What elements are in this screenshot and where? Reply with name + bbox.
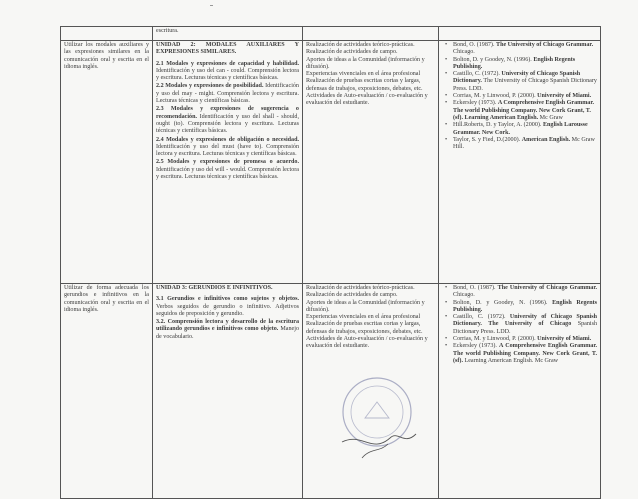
reference-title: The University of Chicago Grammar. (497, 285, 597, 291)
activity-item: Aportes de ideas a la Comunidad (información y difusión). (306, 56, 425, 70)
reference-author: Corrias, M. y Linwood, P. (2000). (453, 336, 538, 343)
topic-item (156, 159, 299, 181)
topic-text: Identificación y uso del shall - should, ought (to). Comprensión lectora y escritura. Lecturas técnicas y científicas básicas. (156, 113, 300, 135)
topic-text: Identificación y uso del can - could. Comprensión lectora y escritura. Lecturas técnicas y científicas básicas. (156, 67, 299, 82)
topic-number: 3.2. (156, 319, 166, 326)
reference-publisher: Learning American English. Mc Graw (462, 357, 559, 364)
activity-item: Realización de pruebas escritas cortas y largas, defensas de trabajos, exposiciones, debates, etc. (306, 321, 423, 335)
empty-cell (303, 27, 439, 41)
content-cell (153, 41, 303, 284)
reference-title: English Regents Publishing. (453, 299, 597, 313)
topic-number: 2.5 (156, 159, 164, 166)
reference-title: American English. (521, 136, 571, 143)
topic-number: 2.1 (156, 60, 164, 67)
references-cell (439, 41, 601, 284)
continuation-cell: escritura. (153, 27, 303, 41)
topic-item (156, 106, 299, 135)
reference-title: University of Chicago Spanish Dictionary. (453, 71, 581, 85)
reference-title: A Comprehensive English Grammar. The world Publishing Company. New Cork Grant, T. (sf). (453, 343, 597, 364)
reference-item (453, 314, 597, 336)
reference-item (453, 71, 597, 93)
topic-title: Modales y expresiones de posibilidad. (165, 83, 264, 90)
topic-title: Comprensión lectora y desarrollo de la escritura utilizando gerundios e infinitivos como objeto. (156, 319, 299, 333)
topic-item (156, 61, 299, 83)
topic-number: 2.3 (156, 106, 164, 113)
reference-publisher: Chicago. (453, 49, 475, 56)
topic-title: Gerundios e infinitivos como sujetos y objetos. (167, 296, 299, 303)
reference-author: Taylor, S. y Fied, D.(2000). (453, 136, 522, 143)
topic-text: Identificación y uso del must (have to). Comprensión lectora y escritura. Lecturas técnicas y científicas básicas. (156, 143, 299, 158)
reference-title: English Larousse Grammar. New Cork. (453, 122, 588, 136)
seal-stamp (332, 372, 422, 462)
topic-item (156, 296, 299, 318)
reference-author: Castillo, C. (1972). (453, 314, 510, 321)
reference-publisher: Chicago. (453, 292, 475, 299)
competence-cell: Utilizar de forma adecuada los gerundios e infinitivos en la comunicación oral y escrita en el idioma inglés. (61, 284, 153, 499)
empty-cell (61, 27, 153, 41)
activity-item: Actividades de Auto-evaluación / co-evaluación y evaluación del estudiante. (306, 93, 428, 107)
reference-title: University of Miami. (537, 93, 592, 100)
content-cell (153, 284, 303, 499)
reference-item (453, 343, 597, 365)
empty-cell (439, 27, 601, 41)
activity-item: Experiencias vivenciales en el área profesional (306, 314, 421, 321)
activity-list (306, 285, 435, 351)
reference-author: Bolton, D. y Goodey, N. (1996). (453, 299, 553, 306)
topic-number: 2.2 (156, 83, 164, 90)
reference-author: Bond, O. (1987). (453, 42, 496, 48)
topic-title: Modales y expresiones de capacidad y habilidad. (166, 60, 300, 67)
activity-item: Actividades de Auto-evaluación / co-evaluación y evaluación del estudiante. (306, 336, 428, 350)
reference-item (453, 42, 597, 57)
reference-author: Bond, O. (1987). (453, 285, 498, 291)
activity-item: Realización de actividades de campo. (306, 292, 398, 299)
reference-title: English Regents Publishing. (453, 56, 576, 70)
reference-item (453, 57, 597, 72)
references-cell (439, 284, 601, 499)
activity-list (306, 42, 435, 108)
reference-list (442, 285, 597, 365)
reference-author: Eckersley (1973). (453, 100, 498, 107)
topic-title: Modales y expresiones de promesa o acuerdo. (167, 159, 299, 166)
table-row-continuation (61, 27, 601, 41)
topic-text: Identificación y uso del will - would. Comprensión lectora y escritura. Lecturas técnicas y científicas básicas. (156, 166, 299, 181)
activities-cell (303, 41, 439, 284)
competence-cell: Utilizar los modales auxiliares y las expresiones similares en la comunicación oral y escrita en el idioma inglés. (61, 41, 153, 284)
reference-title: University of Miami. (537, 336, 592, 343)
reference-item (453, 285, 597, 300)
activity-item: Realización de actividades de campo. (306, 49, 398, 56)
reference-title: The University of Chicago Grammar. (496, 42, 594, 48)
activity-item: Aportes de ideas a la Comunidad (información y difusión). (306, 299, 425, 313)
curriculum-table (60, 26, 601, 499)
reference-item (453, 122, 597, 137)
activity-item: Realización de actividades teórico-prácticas. (306, 285, 415, 291)
topic-title: Modales y expresiones de sugerencia o recomendación. (156, 106, 299, 120)
reference-item (453, 137, 597, 152)
activity-item: Realización de pruebas escritas cortas y largas, defensas de trabajos, exposiciones, debates, etc. (306, 78, 423, 92)
reference-author: Bolton, D. y Goodey, N. (1996). (453, 56, 534, 63)
topic-list (156, 296, 299, 341)
topic-title: Modales y expresiones de obligación o necesidad. (166, 136, 299, 143)
activity-item: Experiencias vivenciales en el área profesional (306, 71, 421, 78)
reference-item (453, 300, 597, 315)
topic-text: Verbos seguidos de gerundio o infinitivo. Adjetivos seguidos de preposición y gerundio. (156, 303, 299, 317)
reference-list (442, 42, 597, 151)
activity-item: Realización de actividades teórico-prácticas. (306, 42, 415, 48)
topic-item (156, 83, 299, 105)
table-row-unit-3 (61, 284, 601, 499)
unit-title: UNIDAD 2: MODALES AUXILIARES Y EXPRESIONES SIMILARES. (156, 42, 299, 56)
topic-item (156, 137, 299, 159)
reference-author: Eckersley (1973). (453, 343, 500, 350)
table-row-unit-2 (61, 41, 601, 284)
topic-text: Manejo de vocabulario. (156, 326, 299, 340)
reference-item (453, 100, 597, 122)
reference-publisher: Spanish Dictionary Press. LDD. (453, 321, 597, 335)
topic-list (156, 61, 299, 182)
topic-number: 2.4 (156, 136, 164, 143)
topic-item (156, 319, 299, 341)
unit-title: UNIDAD 3: GERUNDIOS E INFINITIVOS. (156, 285, 273, 291)
topic-text: Identificación y uso del may - might. Comprensión lectora y escritura. Lecturas técnicas y científicas básicas. (156, 83, 299, 105)
reference-author: Corrias, M. y Linwood, P. (2000). (453, 93, 538, 100)
reference-title: A Comprehensive English Grammar. The world Publishing Company. New Cork Grant, T. (sf). Learning American English. (453, 100, 594, 121)
scan-mark (210, 5, 213, 6)
reference-author: Castillo, C. (1972). (453, 71, 502, 78)
reference-publisher: The University of Chicago Spanish Dictionary Press. LDD. (453, 78, 597, 92)
reference-publisher: Mc Graw (538, 114, 563, 121)
topic-number: 3.1 (156, 296, 164, 303)
reference-publisher: Mc Graw Hill. (453, 136, 595, 151)
reference-title: University of Chicago Spanish Dictionary. The University of Chicago (453, 314, 597, 328)
reference-author: Hill.Roberts, D. y Taylor, A. (2000). (453, 122, 543, 129)
